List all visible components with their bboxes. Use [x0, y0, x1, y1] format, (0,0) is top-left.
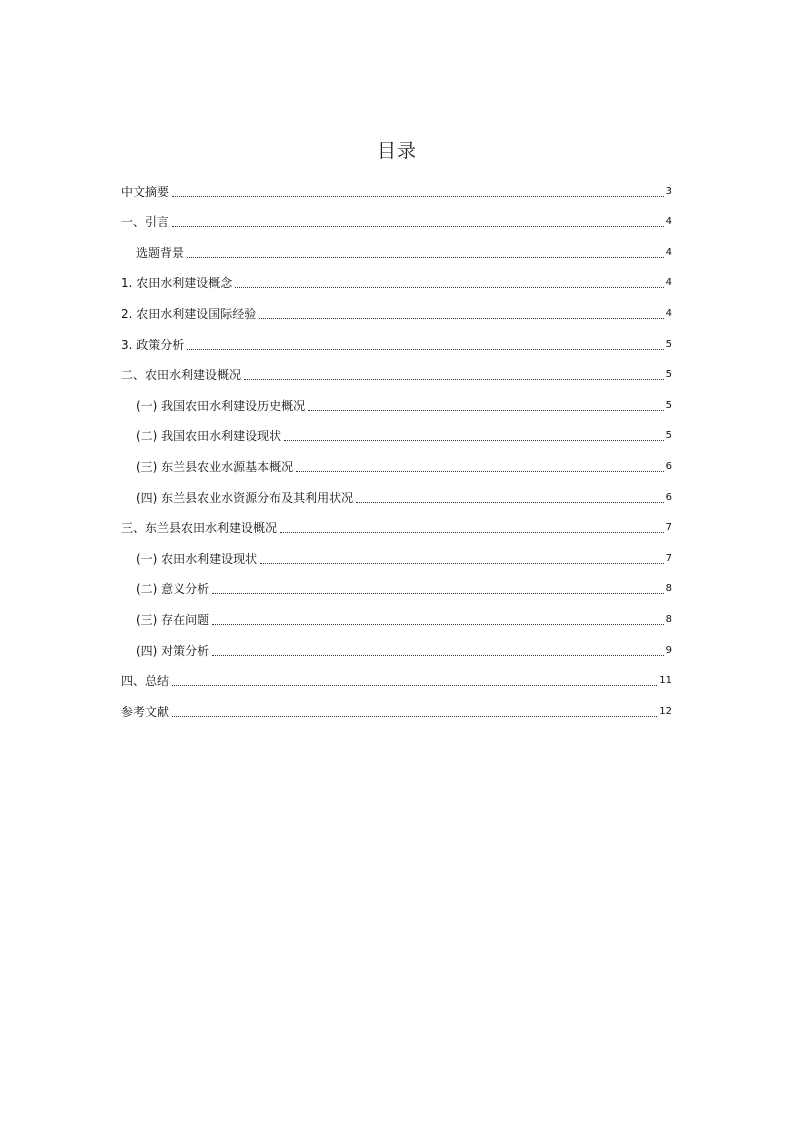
table-of-contents	[121, 170, 672, 721]
dot-leader	[172, 716, 657, 717]
toc-entry-label: 二、农田水利建设概况	[121, 368, 242, 383]
dot-leader	[172, 196, 664, 197]
dot-leader	[356, 502, 663, 503]
toc-entry[interactable]	[121, 445, 672, 476]
toc-entry-label: (一) 我国农田水利建设历史概况	[136, 398, 306, 413]
dot-leader	[235, 287, 663, 288]
dot-leader	[260, 563, 663, 564]
toc-entry[interactable]	[121, 507, 672, 538]
toc-entry-page: 5	[665, 369, 672, 381]
dot-leader	[212, 593, 663, 594]
toc-entry-page: 5	[665, 338, 672, 350]
dot-leader	[187, 257, 664, 258]
dot-leader	[172, 226, 664, 227]
dot-leader	[259, 318, 663, 319]
toc-entry-label: (一) 农田水利建设现状	[136, 551, 258, 566]
dot-leader	[284, 440, 663, 441]
toc-entry[interactable]	[121, 384, 672, 415]
toc-entry-label: (四) 东兰县农业水资源分布及其利用状况	[136, 490, 354, 505]
toc-entry-label: 2. 农田水利建设国际经验	[121, 306, 257, 321]
toc-entry-page: 6	[665, 460, 672, 472]
toc-entry-label: 选题背景	[136, 245, 185, 260]
toc-entry-page: 9	[665, 644, 672, 656]
toc-entry-page: 11	[659, 675, 672, 687]
toc-entry[interactable]	[121, 170, 672, 201]
toc-entry-label: 1. 农田水利建设概念	[121, 276, 233, 291]
toc-entry-page: 4	[665, 307, 672, 319]
toc-entry-label: (二) 我国农田水利建设现状	[136, 429, 282, 444]
toc-entry[interactable]	[121, 660, 672, 691]
toc-entry-page: 4	[665, 216, 672, 228]
dot-leader	[296, 471, 663, 472]
toc-entry-page: 8	[665, 613, 672, 625]
toc-entry-label: 参考文献	[121, 704, 170, 719]
toc-entry-label: (二) 意义分析	[136, 582, 210, 597]
toc-entry-page: 5	[665, 430, 672, 442]
dot-leader	[280, 532, 664, 533]
toc-entry[interactable]	[121, 201, 672, 232]
dot-leader	[244, 379, 664, 380]
toc-entry-page: 4	[665, 246, 672, 258]
toc-entry-page: 6	[665, 491, 672, 503]
toc-entry[interactable]	[121, 415, 672, 446]
toc-entry-label: 中文摘要	[121, 184, 170, 199]
toc-entry-page: 7	[665, 522, 672, 534]
toc-entry[interactable]	[121, 568, 672, 599]
dot-leader	[308, 410, 663, 411]
toc-entry-page: 8	[665, 583, 672, 595]
toc-entry[interactable]	[121, 476, 672, 507]
toc-entry[interactable]	[121, 537, 672, 568]
toc-entry-label: (三) 东兰县农业水源基本概况	[136, 459, 294, 474]
toc-entry[interactable]	[121, 629, 672, 660]
toc-entry[interactable]	[121, 690, 672, 721]
dot-leader	[187, 349, 663, 350]
toc-entry[interactable]	[121, 323, 672, 354]
toc-entry-label: (四) 对策分析	[136, 643, 210, 658]
toc-title: 目录	[376, 140, 417, 162]
toc-entry[interactable]	[121, 231, 672, 262]
toc-entry-page: 5	[665, 399, 672, 411]
toc-entry-page: 4	[665, 277, 672, 289]
toc-entry-page: 7	[665, 552, 672, 564]
toc-entry-page: 12	[659, 705, 672, 717]
toc-entry-label: (三) 存在问题	[136, 612, 210, 627]
dot-leader	[212, 624, 663, 625]
toc-entry[interactable]	[121, 262, 672, 293]
toc-entry-label: 四、总结	[121, 674, 170, 689]
toc-entry[interactable]	[121, 292, 672, 323]
toc-entry-label: 三、东兰县农田水利建设概况	[121, 521, 278, 536]
toc-entry[interactable]	[121, 354, 672, 385]
dot-leader	[212, 655, 663, 656]
toc-entry-page: 3	[665, 185, 672, 197]
toc-entry[interactable]	[121, 598, 672, 629]
dot-leader	[172, 685, 657, 686]
toc-entry-label: 3. 政策分析	[121, 337, 185, 352]
toc-entry-label: 一、引言	[121, 215, 170, 230]
